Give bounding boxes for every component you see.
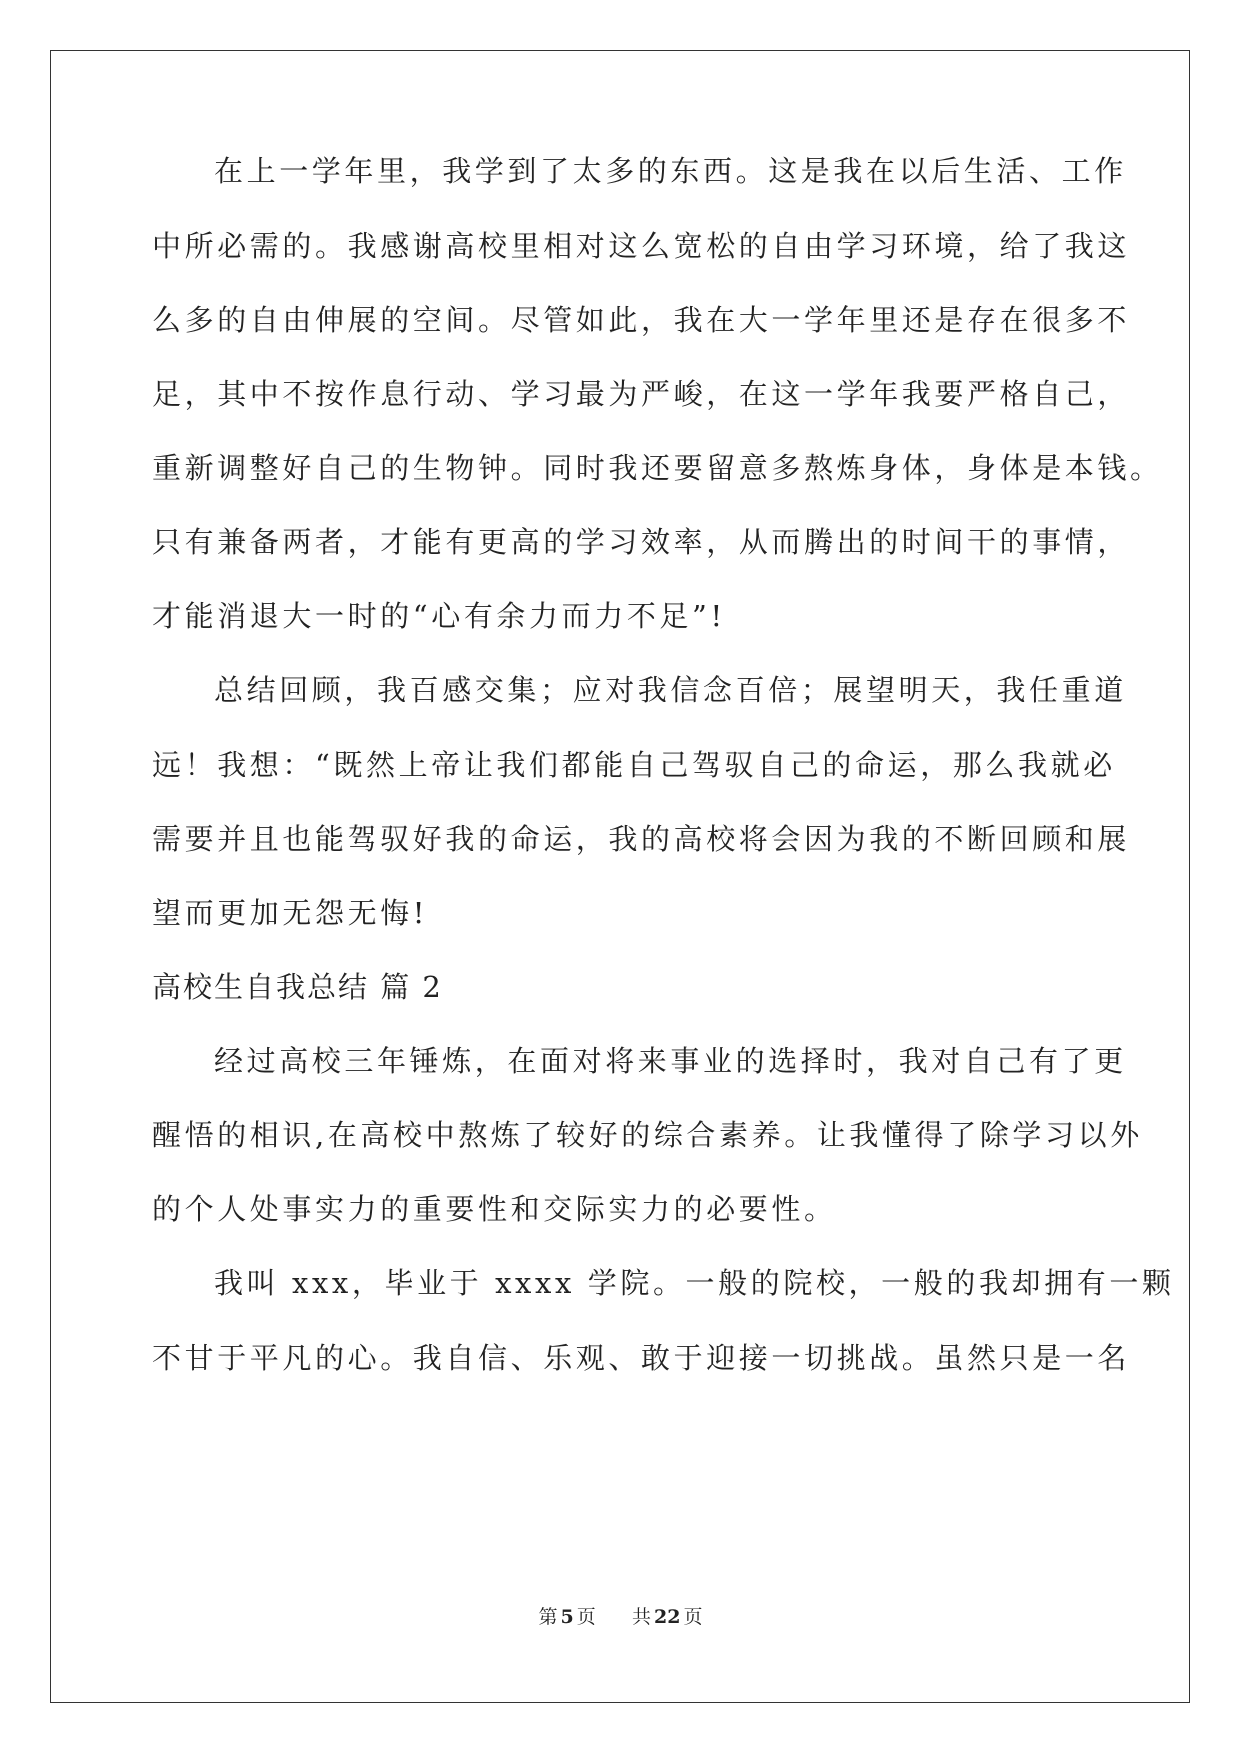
paragraph-line: 远！我想：“既然上帝让我们都能自己驾驭自己的命运，那么我就必: [152, 748, 1116, 782]
paragraph-line: 只有兼备两者，才能有更高的学习效率，从而腾出的时间干的事情，: [152, 525, 1131, 559]
paragraph-line: 中所必需的。我感谢高校里相对这么宽松的自由学习环境，给了我这: [152, 229, 1131, 263]
paragraph-line: 不甘于平凡的心。我自信、乐观、敢于迎接一切挑战。虽然只是一名: [152, 1341, 1131, 1375]
paragraph-line: 望而更加无怨无悔!: [152, 896, 429, 930]
total-suffix: 页: [683, 1606, 703, 1628]
page-suffix: 页: [576, 1606, 596, 1628]
paragraph-line: 经过高校三年锤炼，在面对将来事业的选择时，我对自己有了更: [214, 1044, 1127, 1078]
paragraph-line: 醒悟的相识,在高校中熬炼了较好的综合素养。让我懂得了除学习以外: [152, 1118, 1143, 1152]
total-pages: 22: [653, 1606, 681, 1628]
paragraph-line: 足，其中不按作息行动、学习最为严峻，在这一学年我要严格自己，: [152, 377, 1131, 411]
paragraph-line: 的个人处事实力的重要性和交际实力的必要性。: [152, 1192, 837, 1226]
page-number: 5: [560, 1606, 574, 1628]
page-footer: [0, 1605, 1241, 1629]
paragraph-line: 才能消退大一时的“心有余力而力不足”!: [152, 599, 726, 633]
total-indicator: [629, 1606, 705, 1628]
page-indicator: [536, 1606, 599, 1628]
total-prefix: 共: [631, 1606, 651, 1628]
paragraph-line: 重新调整好自己的生物钟。同时我还要留意多熬炼身体，身体是本钱。: [152, 451, 1163, 485]
paragraph-line: 在上一学年里，我学到了太多的东西。这是我在以后生活、工作: [214, 154, 1127, 188]
paragraph-line: 需要并且也能驾驭好我的命运，我的高校将会因为我的不断回顾和展: [152, 822, 1131, 856]
page-border: [50, 50, 1190, 1703]
page-prefix: 第: [538, 1606, 558, 1628]
section-heading: 高校生自我总结 篇 2: [152, 970, 443, 1004]
paragraph-line: 总结回顾，我百感交集；应对我信念百倍；展望明天，我任重道: [214, 673, 1127, 707]
paragraph-line: 我叫 xxx，毕业于 xxxx 学院。一般的院校，一般的我却拥有一颗: [214, 1266, 1175, 1300]
paragraph-line: 么多的自由伸展的空间。尽管如此，我在大一学年里还是存在很多不: [152, 303, 1131, 337]
